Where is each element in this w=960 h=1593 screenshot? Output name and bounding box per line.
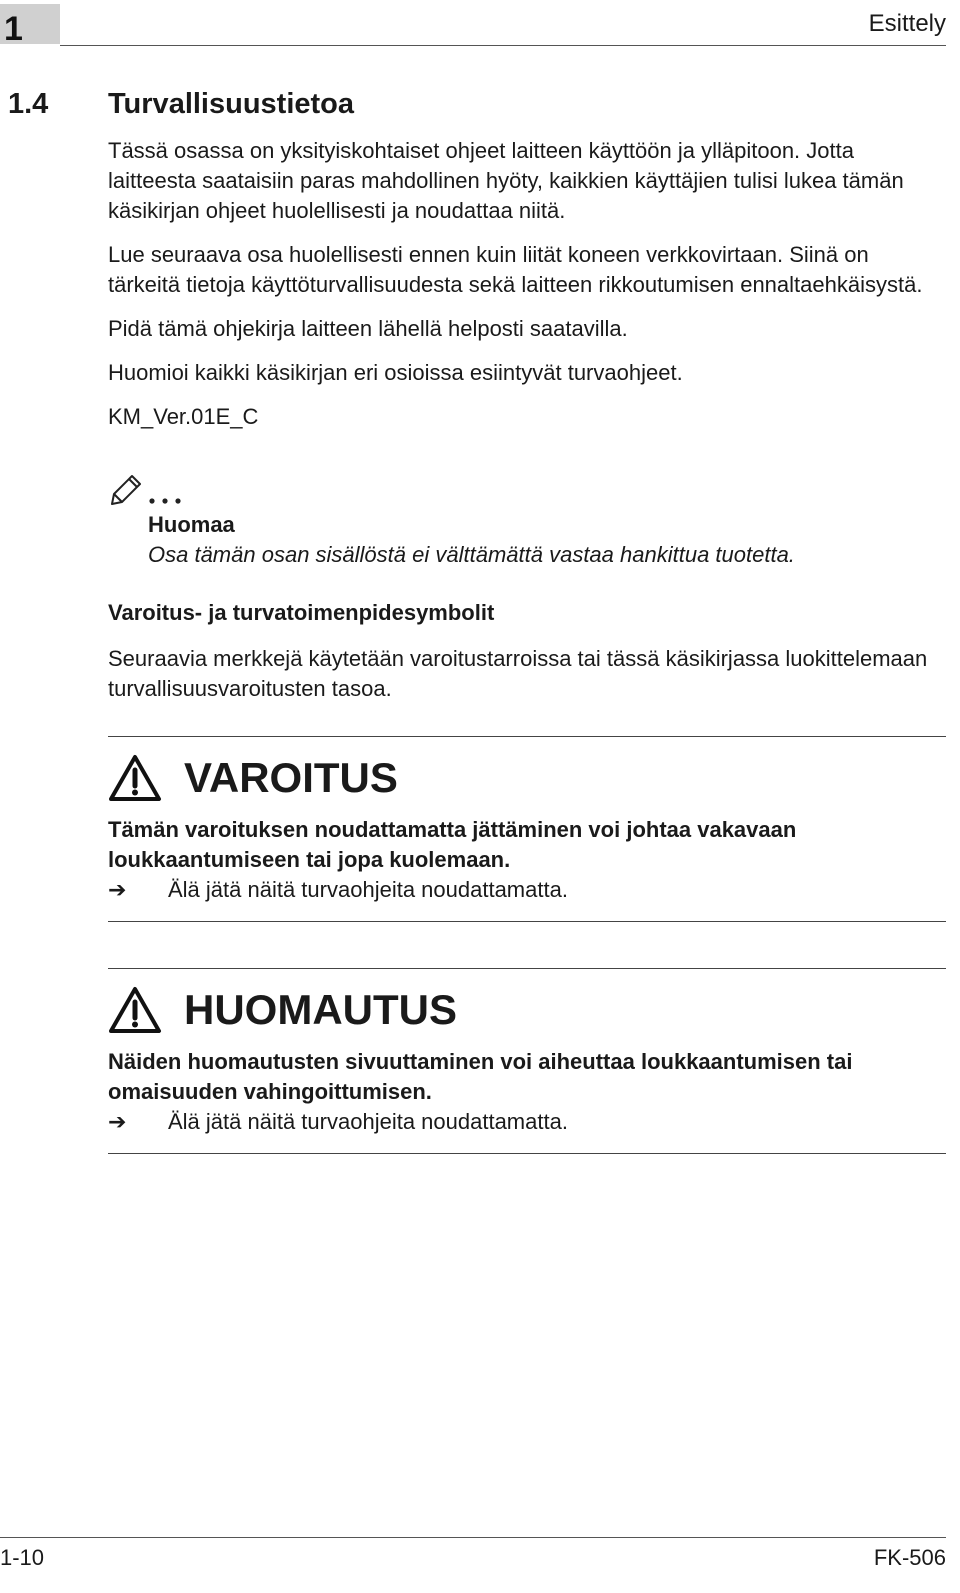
version-code: KM_Ver.01E_C [108, 404, 259, 429]
safety-instructions-paragraph: Huomioi kaikki käsikirjan eri osioissa esiintyvät turvaohjeet. [108, 360, 683, 385]
note-icon-row [108, 468, 946, 508]
section-number: 1.4 [8, 88, 49, 120]
warning-box [108, 736, 946, 922]
note-text: Osa tämän osan sisällöstä ei välttämättä vastaa hankittua tuotetta. [148, 542, 795, 567]
warning-triangle-icon [108, 986, 162, 1034]
warning-step [108, 875, 946, 905]
intro-paragraph: Tässä osassa on yksityiskohtaiset ohjeet laitteen käyttöön ja ylläpitoon. Jotta laitteesta saataisiin paras mahdollinen hyöty, kaikkien käyttäjien tulisi lukea tämän käsikirjan ohjeet huolellisesti ja noudattaa niitä. [108, 138, 904, 223]
warning-header [108, 751, 946, 805]
caution-step [108, 1107, 946, 1137]
note-title: Huomaa [148, 512, 235, 537]
header-title: Esittely [868, 10, 946, 37]
caution-title: HUOMAUTUS [184, 986, 457, 1033]
keep-manual-paragraph: Pidä tämä ohjekirja laitteen lähellä helposti saatavilla. [108, 316, 628, 341]
symbols-heading: Varoitus- ja turvatoimenpidesymbolit [108, 600, 495, 625]
caution-header [108, 983, 946, 1037]
footer-divider [0, 1537, 946, 1538]
warning-step-text: Älä jätä näitä turvaohjeita noudattamatta. [168, 877, 568, 902]
note-block [108, 510, 946, 570]
pencil-note-icon [108, 468, 188, 508]
header-divider [60, 45, 946, 46]
chapter-number: 1 [4, 10, 23, 48]
section-title: Turvallisuustietoa [108, 88, 355, 120]
arrow-right-icon: ➔ [108, 877, 127, 902]
warning-triangle-icon [108, 754, 162, 802]
symbols-intro: Seuraavia merkkejä käytetään varoitustarroissa tai tässä käsikirjassa luokittelemaan turvallisuusvaroitusten tasoa. [108, 646, 928, 701]
warning-title: VAROITUS [184, 754, 398, 801]
arrow-right-icon: ➔ [108, 1109, 127, 1134]
caution-text: Näiden huomautusten sivuuttaminen voi aiheuttaa loukkaantumisen tai omaisuuden vahingoittumisen. [108, 1049, 853, 1104]
caution-step-text: Älä jätä näitä turvaohjeita noudattamatta. [168, 1109, 568, 1134]
power-paragraph: Lue seuraava osa huolellisesti ennen kuin liität koneen verkkovirtaan. Siinä on tärkeitä tietoja käyttöturvallisuudesta sekä laitteen rikkoutumisen ennaltaehkäisystä. [108, 242, 923, 297]
main-content [108, 136, 946, 1154]
model-name: FK-506 [873, 1545, 946, 1570]
page-number: 1-10 [0, 1545, 45, 1570]
caution-box [108, 968, 946, 1154]
warning-text: Tämän varoituksen noudattamatta jättäminen voi johtaa vakavaan loukkaantumiseen tai jopa kuolemaan. [108, 817, 797, 872]
